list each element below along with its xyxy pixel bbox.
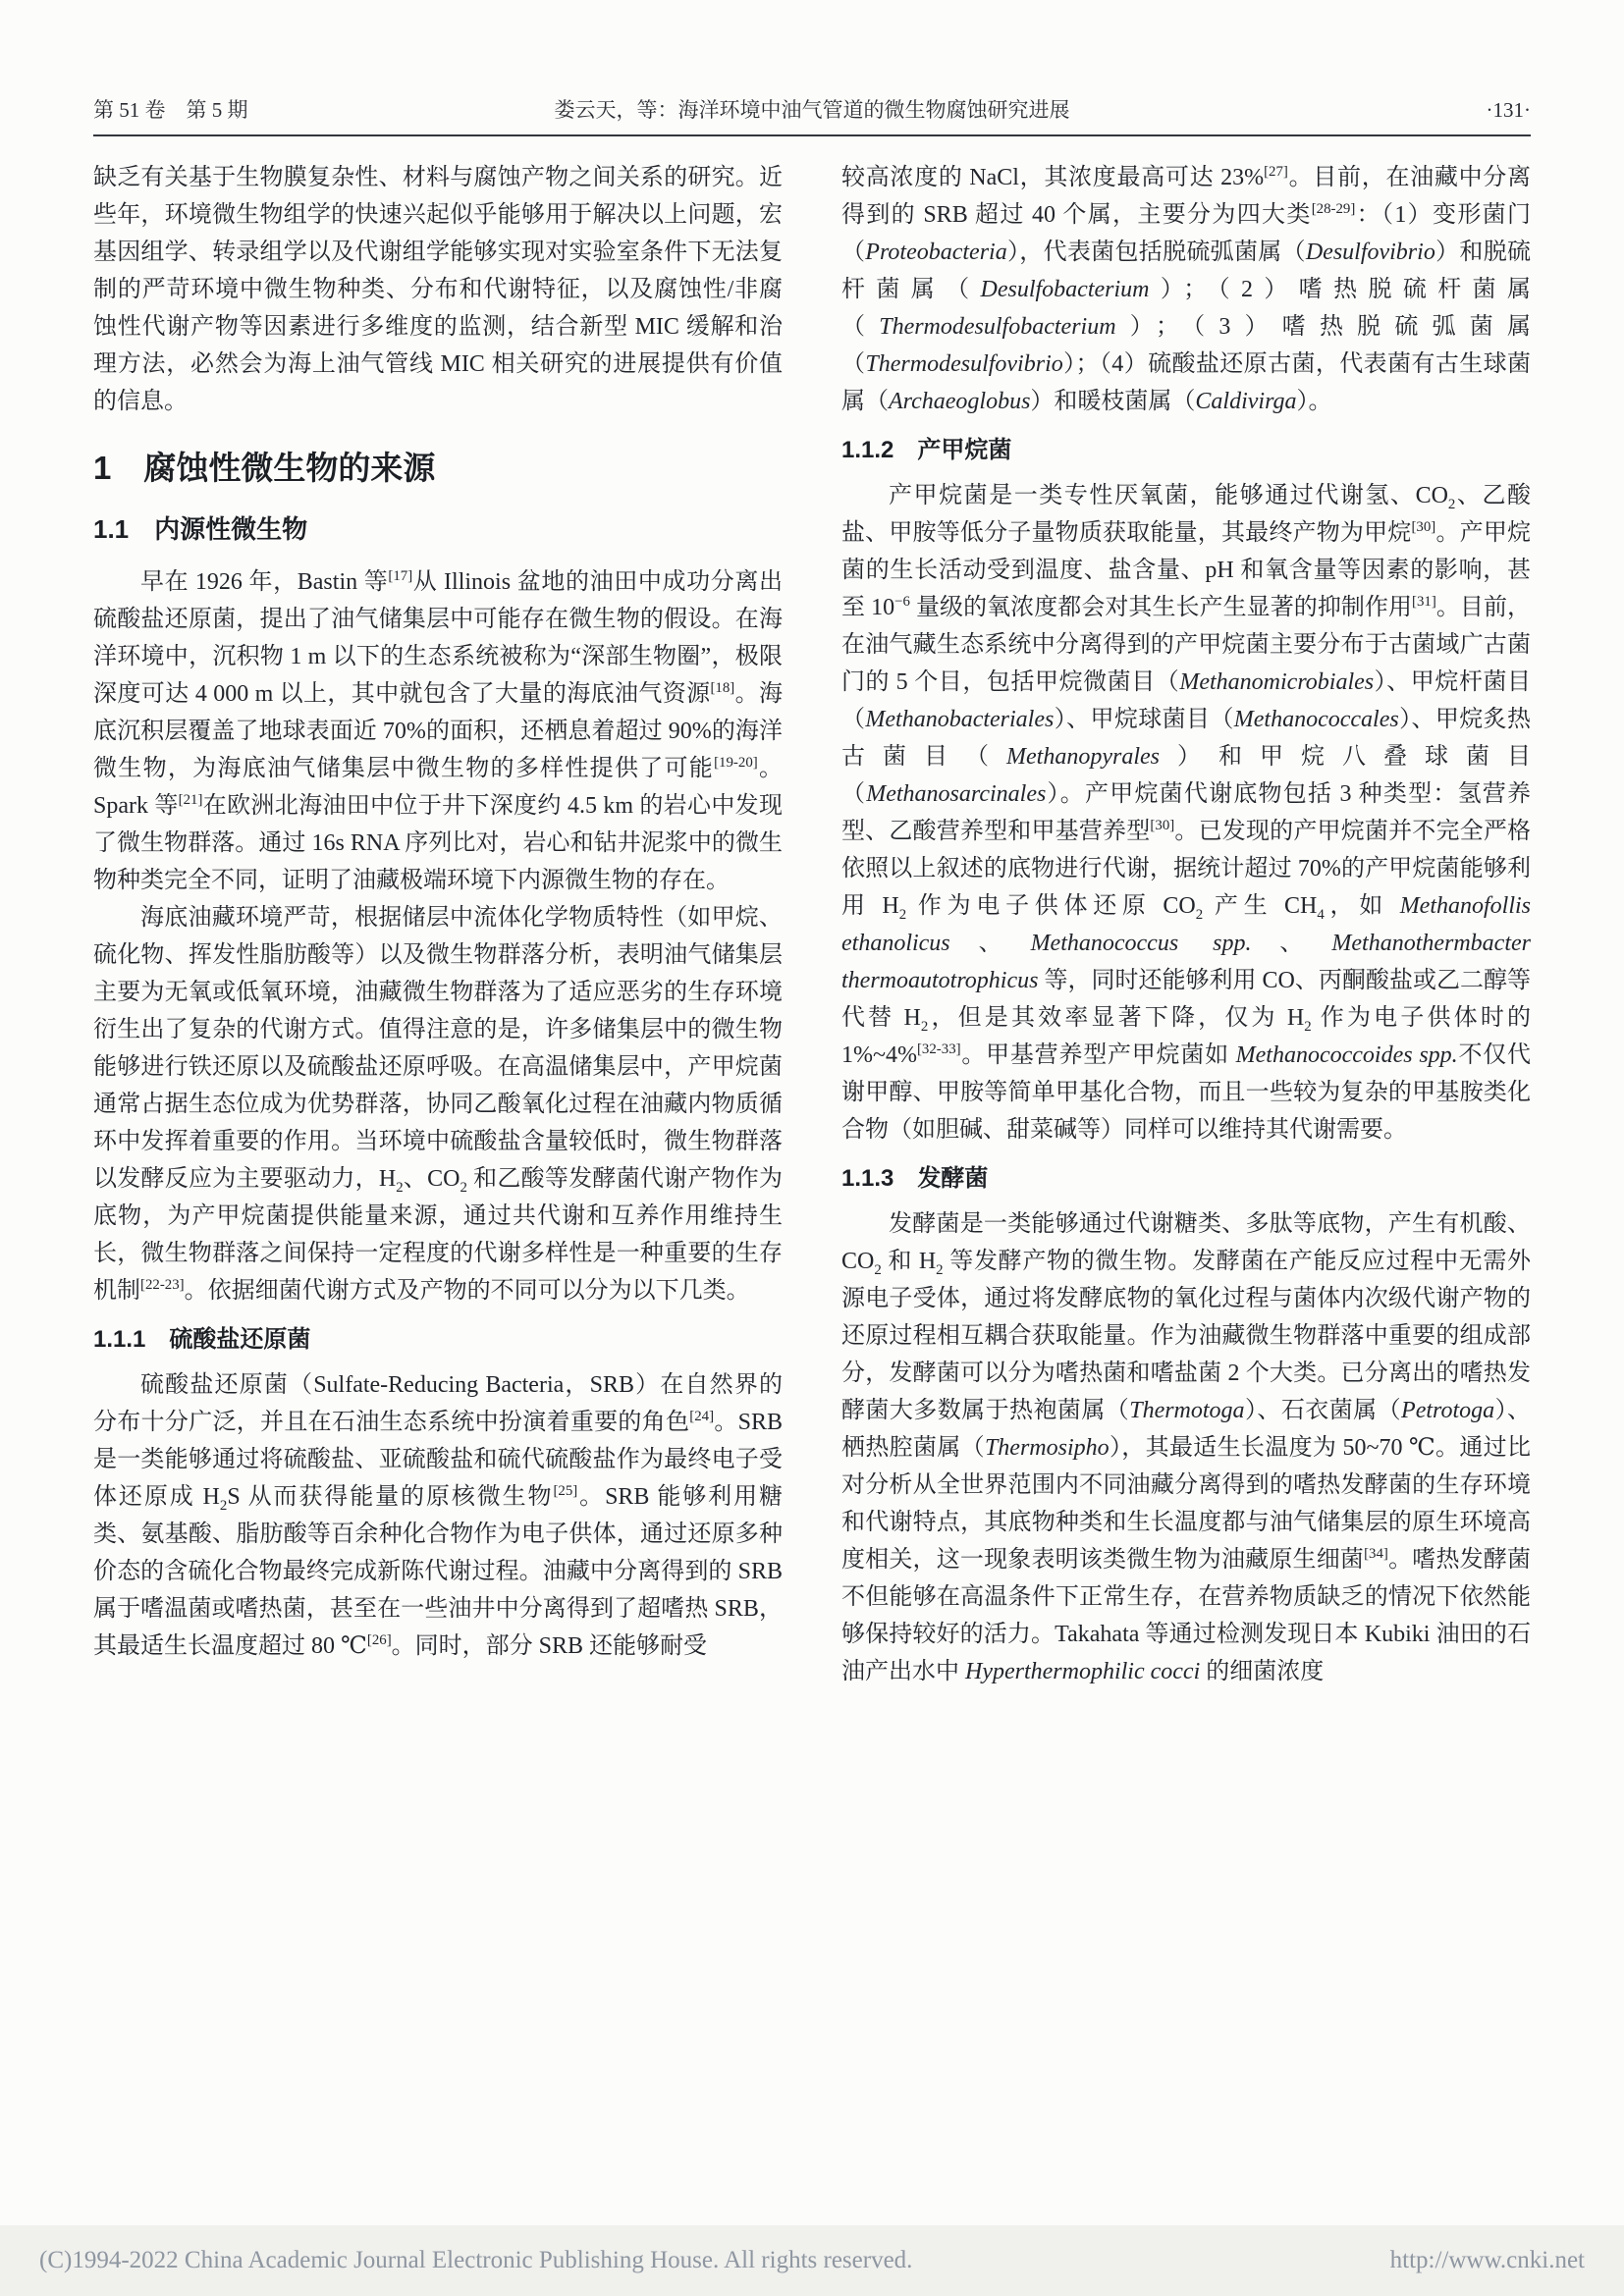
- page-header: [93, 94, 1531, 124]
- paragraph-continuation: 缺乏有关基于生物膜复杂性、材料与腐蚀产物之间关系的研究。近些年，环境微生物组学的快速兴起似乎能够用于解决以上问题，宏基因组学、转录组学以及代谢组学能够实现对实验室条件下无法复制的严苛环境中微生物种类、分布和代谢特征，以及腐蚀性/非腐蚀性代谢产物等因素进行多维度的监测，结合新型 MIC 缓解和治理方法，必然会为海上油气管线 MIC 相关研究的进展提供有价值的信息。: [93, 165, 783, 414]
- left-column: [93, 159, 783, 2208]
- page-footer: [0, 2225, 1624, 2296]
- paragraph-endogenous-1: 早在 1926 年，Bastin 等[17]从 Illinois 盆地的油田中成功分离出硫酸盐还原菌，提出了油气储集层中可能存在微生物的假设。在海洋环境中，沉积物 1 m 以下的生态系统被称为“深部生物圈”，极限深度可达 4 000 m 以上，其中就包含了大量的海底油气资源[18]。海底沉积层覆盖了地球表面近 70%的面积，还栖息着超过 90%的海洋微生物，为海底油气储集层中微生物的多样性提供了可能[19-20]。Spark 等[21]在欧洲北海油田中位于井下深度约 4.5 km 的岩心中发现了微生物群落。通过 16s RNA 序列比对，岩心和钻井泥浆中的微生物种类完全不同，证明了油藏极端环境下内源微生物的存在。: [93, 568, 784, 893]
- cnki-url: http://www.cnki.net: [1389, 2247, 1585, 2273]
- paragraph-srb: 硫酸盐还原菌（Sulfate-Reducing Bacteria，SRB）在自然界的分布十分广泛，并且在石油生态系统中扮演着重要的角色[24]。SRB 是一类能够通过将硫酸盐、亚硫酸盐和硫代硫酸盐作为最终电子受体还原成 $H_2S$ 从而获得能量的原核微生物[25]。SRB 能够利用糖类、氨基酸、脂肪酸等百余种化合物作为电子供体，通过还原多种价态的含硫化合物最终完成新陈代谢过程。油藏中分离得到的 SRB 属于嗜温菌或嗜热菌，甚至在一些油井中分离得到了超嗜热 SRB，其最适生长温度超过 80 ℃[26]。同时，部分 SRB 还能够耐受: [93, 1372, 783, 1659]
- running-title: 娄云天，等：海洋环境中油气管道的微生物腐蚀研究进展: [554, 98, 1070, 122]
- section-1-heading: 1 腐蚀性微生物的来源: [93, 450, 436, 486]
- section-1-1-heading: 1.1 内源性微生物: [93, 514, 308, 544]
- paragraph-methanogen: 产甲烷菌是一类专性厌氧菌，能够通过代谢氢、$CO_2$、乙酸盐、甲胺等低分子量物质获取能量，其最终产物为甲烷[30]。产甲烷菌的生长活动受到温度、盐含量、pH 和氧含量等因素的影响，甚至 $10^{-6}$ 量级的氧浓度都会对其生长产生显著的抑制作用[31]。目前，在油气藏生态系统中分离得到的产甲烷菌主要分布于古菌域广古菌门的 5 个目，包括甲烷微菌目（Methanomicrobiales）、甲烷杆菌目（Methanobacteriales）、甲烷球菌目（Methanococcales）、甲烷炙热古菌目（Methanopyrales）和甲烷八叠球菌目（Methanosarcinales）。产甲烷菌代谢底物包括 3 种类型：氢营养型、乙酸营养型和甲基营养型[30]。已发现的产甲烷菌并不完全严格依照以上叙述的底物进行代谢，据统计超过 70%的产甲烷菌能够利用 $H_2$ 作为电子供体还原 $CO_2$ 产生 $CH_4$，如 Methanofollis ethanolicus、Methanococcus spp.、Methanothermbacter thermoautotrophicus 等，同时还能够利用 CO、丙酮酸盐或乙二醇等代替 $H_2$，但是其效率显著下降，仅为 $H_2$ 作为电子供体时的 1%~4%[32-33]。甲基营养型产甲烷菌如 Methanococcoides spp.不仅代谢甲醇、甲胺等简单甲基化合物，而且一些较为复杂的甲基胺类化合物（如胆碱、甜菜碱等）同样可以维持其代谢需要。: [841, 483, 1531, 1143]
- paragraph-endogenous-2: 海底油藏环境严苛，根据储层中流体化学物质特性（如甲烷、硫化物、挥发性脂肪酸等）以及微生物群落分析，表明油气储集层主要为无氧或低氧环境，油藏微生物群落为了适应恶劣的生存环境衍生出了复杂的代谢方式。值得注意的是，许多储集层中的微生物能够进行铁还原以及硫酸盐还原呼吸。在高温储集层中，产甲烷菌通常占据生态位成为优势群落，协同乙酸氧化过程在油藏内物质循环中发挥着重要的作用。当环境中硫酸盐含量较低时，微生物群落以发酵反应为主要驱动力，$H_2$、$CO_2$ 和乙酸等发酵菌代谢产物作为底物，为产甲烷菌提供能量来源，通过共代谢和互养作用维持生长，微生物群落之间保持一定程度的代谢多样性是一种重要的生存机制[22-23]。依据细菌代谢方式及产物的不同可以分为以下几类。: [93, 905, 784, 1304]
- copyright-notice: (C)1994-2022 China Academic Journal Electronic Publishing House. All rights reserved.: [39, 2247, 913, 2273]
- section-1-1-1-heading: 1.1.1 硫酸盐还原菌: [93, 1326, 311, 1353]
- article-body: [93, 159, 1531, 2208]
- right-column: [841, 159, 1531, 2208]
- paragraph-fermentative: 发酵菌是一类能够通过代谢糖类、多肽等底物，产生有机酸、$CO_2$ 和 $H_2$ 等发酵产物的微生物。发酵菌在产能反应过程中无需外源电子受体，通过将发酵底物的氧化过程与菌体内次级代谢产物的还原过程相互耦合获取能量。作为油藏微生物群落中重要的组成部分，发酵菌可以分为嗜热菌和嗜盐菌 2 个大类。已分离出的嗜热发酵菌大多数属于热袍菌属（Thermotoga）、石衣菌属（Petrotoga）、栖热腔菌属（Thermosipho），其最适生长温度为 50~70 ℃。通过比对分析从全世界范围内不同油藏分离得到的嗜热发酵菌的生存环境和代谢特点，其底物种类和生长温度都与油气储集层的原生环境高度相关，这一现象表明该类微生物为油藏原生细菌[34]。嗜热发酵菌不但能够在高温条件下正常生存，在营养物质缺乏的情况下依然能够保持较好的活力。Takahata 等通过检测发现日本 Kubiki 油田的石油产出水中 Hyperthermophilic cocci 的细菌浓度: [841, 1211, 1531, 1684]
- header-rule: [93, 134, 1531, 136]
- paragraph-srb-continuation: 较高浓度的 NaCl，其浓度最高可达 23%[27]。目前，在油藏中分离得到的 SRB 超过 40 个属，主要分为四大类[28-29]：（1）变形菌门（Proteobacteria），代表菌包括脱硫弧菌属（Desulfovibrio）和脱硫杆菌属（Desulfobacterium）；（2）嗜热脱硫杆菌属（Thermodesulfobacterium）；（3）嗜热脱硫弧菌属（Thermodesulfovibrio）；（4）硫酸盐还原古菌，代表菌有古生球菌属（Archaeoglobus）和暖枝菌属（Caldivirga）。: [841, 164, 1531, 414]
- section-1-1-2-heading: 1.1.2 产甲烷菌: [841, 437, 1012, 463]
- page-number: ·131·: [1486, 98, 1531, 122]
- journal-issue: 第 51 卷 第 5 期: [93, 98, 248, 122]
- section-1-1-3-heading: 1.1.3 发酵菌: [841, 1165, 989, 1192]
